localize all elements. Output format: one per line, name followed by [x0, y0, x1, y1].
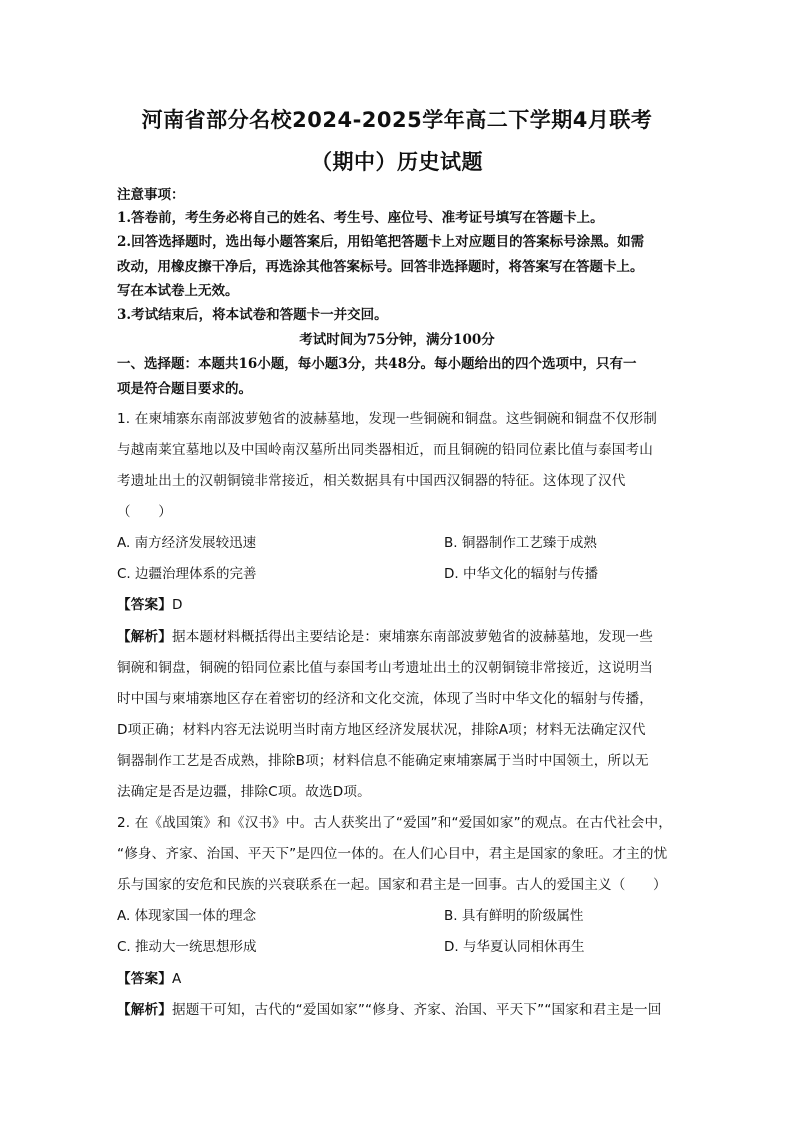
q1-analysis-line4: D项正确；材料内容无法说明当时南方地区经济发展状况，排除A项；材料无法确定汉代	[117, 722, 646, 738]
q1-stem-line3: 考遗址出土的汉朝铜镜非常接近，相关数据具有中国西汉铜器的特征。这体现了汉代	[117, 473, 626, 489]
q2-answer	[117, 970, 181, 988]
q1-option-c: C. 边疆治理体系的完善	[117, 566, 257, 582]
exam-title-line2: （期中）历史试题	[311, 150, 483, 174]
q1-analysis-line6: 法确定是否是边疆，排除C项。故选D项。	[117, 784, 371, 800]
notice-item-2-line3: 写在本试卷上无效。	[117, 283, 239, 299]
notice-item-2-line2: 改动，用橡皮擦干净后，再选涂其他答案标号。回答非选择题时，将答案写在答题卡上。	[117, 259, 644, 275]
q1-answer-paren: （ ）	[117, 504, 172, 520]
answer-label: 【答案】	[117, 971, 172, 987]
q1-analysis-line3: 时中国与柬埔寨地区存在着密切的经济和文化交流，体现了当时中华文化的辐射与传播，	[117, 691, 654, 707]
analysis-label: 【解析】	[117, 1002, 172, 1018]
q1-option-b: B. 铜器制作工艺臻于成熟	[444, 535, 597, 551]
q2-option-d: D. 与华夏认同相休再生	[444, 939, 585, 955]
q1-answer	[117, 596, 183, 614]
q1-option-d: D. 中华文化的辐射与传播	[444, 566, 598, 582]
q2-option-a: A. 体现家国一体的理念	[117, 908, 257, 924]
q1-analysis-line5: 铜器制作工艺是否成熟，排除B项；材料信息不能确定柬埔寨属于当时中国领土，所以无	[117, 753, 649, 769]
q1-answer-value: D	[171, 597, 183, 613]
notice-item-1: 1.答卷前，考生务必将自己的姓名、考生号、座位号、准考证号填写在答题卡上。	[117, 210, 604, 226]
q2-option-c: C. 推动大一统思想形成	[117, 939, 257, 955]
q1-stem-line1: 1. 在柬埔寨东南部波萝勉省的波赫墓地，发现一些铜碗和铜盘。这些铜碗和铜盘不仅形制	[117, 411, 658, 427]
section-heading-line2: 项是符合题目要求的。	[117, 381, 252, 397]
q2-stem-line1: 2. 在《战国策》和《汉书》中。古人获奖出了“爱国”和“爱国如家”的观点。在古代社会中，	[117, 815, 673, 831]
q1-analysis-text1: 据本题材料概括得出主要结论是：柬埔寨东南部波萝勉省的波赫墓地，发现一些	[171, 629, 654, 645]
answer-label: 【答案】	[117, 597, 172, 613]
q2-analysis-line1	[117, 1001, 662, 1019]
notice-item-2-line1: 2.回答选择题时，选出每小题答案后，用铅笔把答题卡上对应题目的答案标号涂黑。如需	[117, 234, 645, 250]
notice-heading: 注意事项：	[117, 187, 185, 203]
notice-item-3: 3.考试结束后，将本试卷和答题卡一并交回。	[117, 307, 388, 323]
q2-analysis-text1: 据题干可知，古代的“爱国如家”“修身、齐家、治国、平天下”“国家和君主是一回	[171, 1002, 662, 1018]
q2-stem-line3: 乐与国家的安危和民族的兴衰联系在一起。国家和君主是一回事。古人的爱国主义（ ）	[117, 877, 667, 893]
section-heading-line1: 一、选择题：本题共16小题，每小题3分，共48分。每小题给出的四个选项中，只有一	[117, 356, 637, 372]
exam-title-line1: 河南省部分名校2024-2025学年高二下学期4月联考	[141, 108, 653, 132]
exam-time-info: 考试时间为75分钟，满分100分	[299, 332, 495, 348]
q1-analysis-line2: 铜碗和铜盘，铜碗的铅同位素比值与泰国考山考遗址出土的汉朝铜镜非常接近，这说明当	[117, 660, 654, 676]
q1-option-a: A. 南方经济发展较迅速	[117, 535, 257, 551]
q1-analysis-line1	[117, 628, 653, 646]
q2-stem-line2: “修身、齐家、治国、平天下”是四位一体的。在人们心目中，君主是国家的象旺。才主的忧	[117, 846, 668, 862]
q1-stem-line2: 与越南莱宜墓地以及中国岭南汉墓所出同类器相近，而且铜碗的铅同位素比值与泰国考山	[117, 442, 654, 458]
analysis-label: 【解析】	[117, 629, 172, 645]
q2-option-b: B. 具有鲜明的阶级属性	[444, 908, 584, 924]
q2-answer-value: A	[171, 971, 182, 987]
